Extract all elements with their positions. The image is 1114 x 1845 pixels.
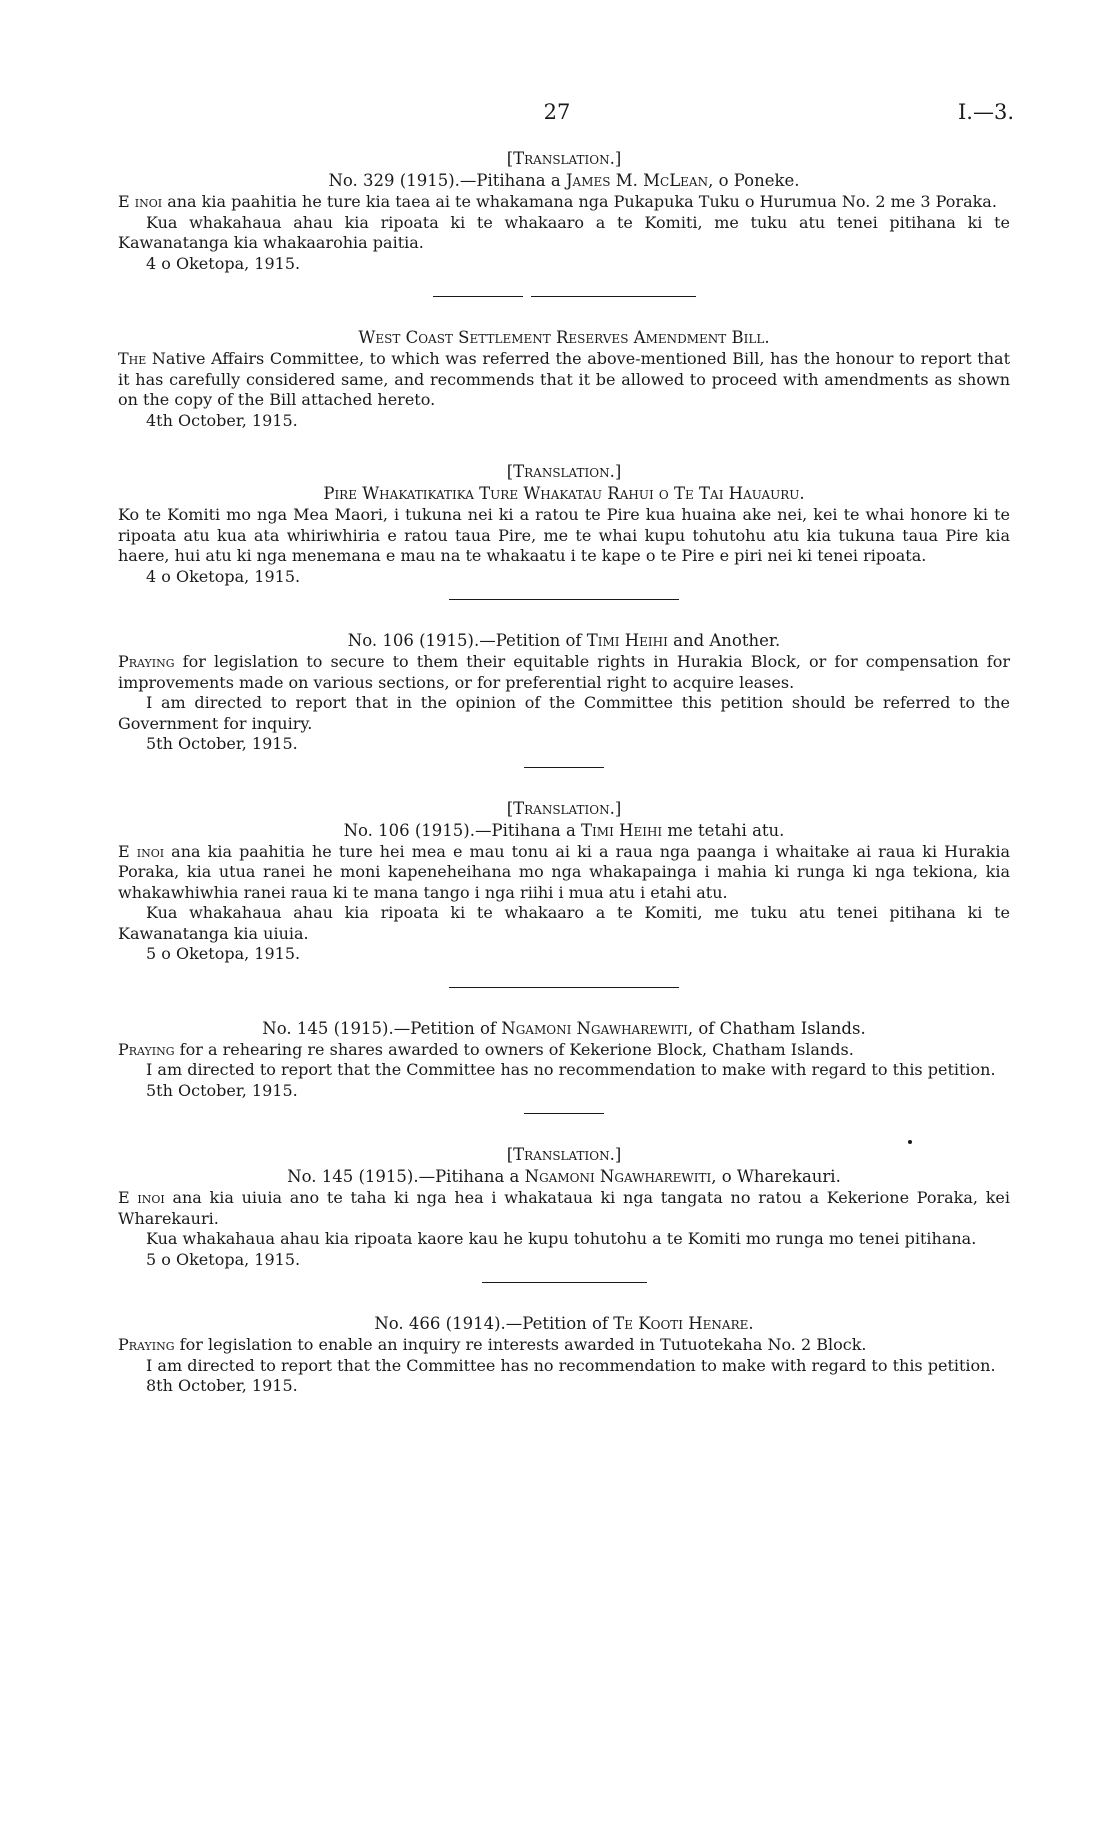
section-date: 5th October, 1915. bbox=[146, 734, 298, 753]
section-date: 5 o Oketopa, 1915. bbox=[146, 1249, 301, 1269]
translation-tag: [Translation.] bbox=[506, 798, 622, 818]
body-paragraph: I am directed to report that the Committee has no recommendation to make with regard to this petition. bbox=[146, 1060, 996, 1079]
section-west-coast-bill-translation bbox=[118, 461, 1010, 587]
translation-tag: [Translation.] bbox=[506, 462, 622, 481]
translation-tag: [Translation.] bbox=[506, 149, 622, 168]
section-petition-106-translation bbox=[118, 798, 1010, 965]
body-paragraph: Kua whakahaua ahau kia ripoata kaore kau he kupu tohutohu a te Komiti mo runga mo tenei pitihana. bbox=[146, 1229, 977, 1248]
body-paragraph: E inoi ana kia paahitia he ture kia taea ai te whakamana nga Pukapuka Tuku o Hurumua No. 2 me 3 Poraka. bbox=[118, 192, 997, 211]
body-paragraph: E inoi ana kia paahitia he ture hei mea e mau tonu ai ki a raua nga paanga i whaitake ai raua ki Hurakia Poraka, kia utua ranei he moni kapeneheihana mo nga whakapainga i mahia ki runga ki nga tekiona, kia whakawhiwhia ranei raua ki te mana tango i nga riihi i mua atu i etahi atu. bbox=[118, 841, 1010, 902]
body-paragraph: E inoi ana kia uiuia ano te taha ki nga hea i whakataua ki nga tangata no ratou a Kekerione Poraka, kei Wharekauri. bbox=[118, 1188, 1010, 1228]
section-date: 4th October, 1915. bbox=[146, 410, 298, 430]
section-petition-466 bbox=[118, 1313, 1010, 1397]
section-west-coast-bill bbox=[118, 327, 1010, 431]
section-petition-145-translation bbox=[118, 1144, 1010, 1270]
section-petition-106 bbox=[118, 630, 1010, 755]
body-paragraph: Ko te Komiti mo nga Mea Maori, i tukuna nei ki a ratou te Pire kua huaina ake nei, kei te whai honore ki te ripoata atu kua ata whiriwhiria e ratou taua Pire, me te whai kupu tohutohu atu kia tukuna taua Pire kia haere, hui atu ki nga menemana e mau na te whakaatu i te kape o te Pire e piri nei ki tenei ripoata. bbox=[118, 505, 1010, 565]
body-paragraph: Praying for legislation to secure to them their equitable rights in Hurakia Block, or for compensation for improvements made on various sections, or for preferential right to acquire leases. bbox=[118, 652, 1010, 692]
body-paragraph: Kua whakahaua ahau kia ripoata ki te whakaaro a te Komiti, me tuku atu tenei pitihana ki te Kawanatanga kia uiuia. bbox=[118, 903, 1010, 943]
section-date: 5th October, 1915. bbox=[146, 1080, 298, 1100]
document-reference: I.—3. bbox=[957, 100, 1014, 124]
body-paragraph: I am directed to report that the Committee has no recommendation to make with regard to this petition. bbox=[146, 1355, 996, 1375]
section-title: No. 106 (1915).—Pitihana a Timi Heihi me tetahi atu. bbox=[343, 820, 785, 840]
section-petition-329-translation bbox=[118, 148, 1010, 274]
section-title: No. 106 (1915).—Petition of Timi Heihi and Another. bbox=[347, 631, 781, 650]
section-title: No. 466 (1914).—Petition of Te Kooti Henare. bbox=[374, 1314, 754, 1333]
section-title: No. 329 (1915).—Pitihana a James M. McLean, o Poneke. bbox=[328, 171, 800, 190]
translation-tag: [Translation.] bbox=[506, 1145, 622, 1164]
section-date: 4 o Oketopa, 1915. bbox=[146, 566, 301, 586]
body-paragraph: Kua whakahaua ahau kia ripoata ki te whakaaro a te Komiti, me tuku atu tenei pitihana ki te Kawanatanga kia whakaarohia paitia. bbox=[118, 212, 1010, 252]
body-paragraph: Praying for legislation to enable an inquiry re interests awarded in Tutuotekaha No. 2 Block. bbox=[118, 1335, 867, 1354]
ink-speck bbox=[908, 1140, 912, 1144]
body-paragraph: The Native Affairs Committee, to which was referred the above-mentioned Bill, has the honour to report that it has carefully considered same, and recommends that it be allowed to proceed with amendments as shown on the copy of the Bill attached hereto. bbox=[118, 349, 1010, 409]
page-number: 27 bbox=[543, 100, 571, 124]
section-date: 5 o Oketopa, 1915. bbox=[146, 944, 301, 963]
section-date: 8th October, 1915. bbox=[146, 1376, 298, 1395]
body-paragraph: Praying for a rehearing re shares awarded to owners of Kekerione Block, Chatham Islands. bbox=[118, 1039, 854, 1059]
section-title: No. 145 (1915).—Petition of Ngamoni Ngawharewiti, of Chatham Islands. bbox=[262, 1018, 866, 1038]
page-content bbox=[118, 148, 1010, 1397]
section-petition-145 bbox=[118, 1018, 1010, 1102]
section-date: 4 o Oketopa, 1915. bbox=[146, 253, 301, 273]
section-title: West Coast Settlement Reserves Amendment Bill. bbox=[358, 328, 770, 347]
section-title: No. 145 (1915).—Pitihana a Ngamoni Ngawharewiti, o Wharekauri. bbox=[287, 1167, 841, 1186]
body-paragraph: I am directed to report that in the opinion of the Committee this petition should be referred to the Government for inquiry. bbox=[118, 693, 1010, 733]
section-title: Pire Whakatikatika Ture Whakatau Rahui o Te Tai Hauauru. bbox=[323, 484, 805, 503]
